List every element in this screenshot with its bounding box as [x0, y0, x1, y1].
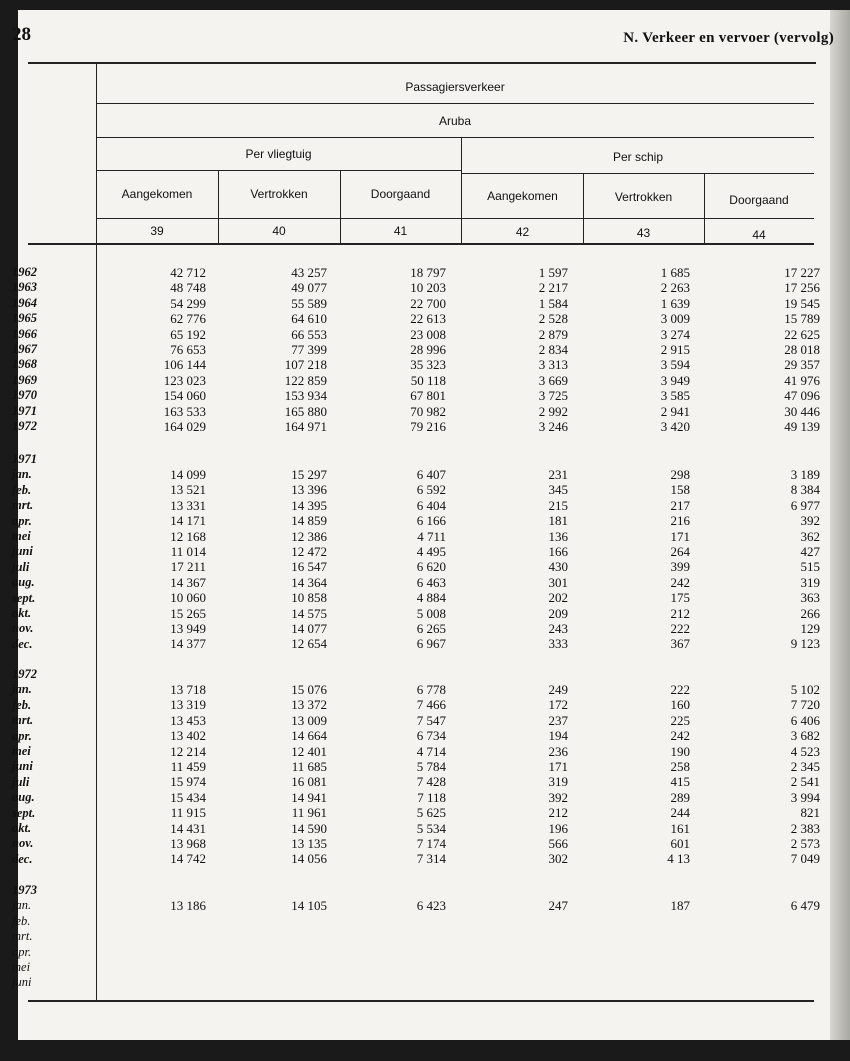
table-cell: 17 256 — [784, 280, 820, 296]
table-cell: 13 331 — [170, 497, 206, 513]
table-cell: 249 — [548, 682, 568, 697]
table-cell: 107 218 — [284, 357, 327, 373]
row-label: 1972 — [12, 419, 37, 433]
table-cell: 15 265 — [170, 605, 206, 621]
table-cell: 7 720 — [790, 697, 820, 713]
col-header-aangekomen-ship: Aangekomen — [487, 189, 558, 203]
col-header-aangekomen-air: Aangekomen — [121, 187, 193, 201]
table-cell: 14 431 — [170, 820, 206, 836]
table-cell: 16 547 — [291, 559, 327, 575]
col-number: 42 — [515, 225, 530, 239]
table-cell: 13 453 — [170, 712, 206, 728]
row-label: mei — [12, 744, 31, 758]
table-cell: 2 941 — [660, 403, 690, 419]
table-cell: 41 976 — [784, 372, 820, 388]
row-label: 1965 — [12, 311, 37, 326]
row-label: nov. — [12, 621, 34, 636]
table-cell: 821 — [800, 805, 820, 821]
table-cell: 196 — [548, 820, 568, 836]
table-cell: 13 718 — [170, 682, 206, 697]
table-cell: 4 884 — [416, 590, 446, 606]
header-rule-ship — [462, 173, 814, 174]
table-cell: 13 135 — [291, 836, 327, 851]
table-cell: 12 654 — [291, 636, 327, 652]
table-cell: 225 — [670, 712, 690, 728]
header-bottom-rule — [28, 243, 814, 245]
table-cell: 222 — [670, 621, 690, 636]
table-cell: 6 463 — [416, 574, 446, 590]
header-rule-3 — [96, 218, 814, 219]
row-label: 1969 — [12, 372, 37, 387]
table-cell: 13 968 — [170, 836, 206, 851]
table-cell: 237 — [548, 712, 568, 728]
table-cell: 14 367 — [170, 574, 206, 590]
header-per-vliegtuig: Per vliegtuig — [245, 147, 312, 161]
table-cell: 12 472 — [291, 544, 327, 559]
table-cell: 2 263 — [660, 280, 690, 296]
table-cell: 2 528 — [538, 311, 568, 327]
table-cell: 202 — [548, 590, 568, 606]
table-cell: 15 434 — [170, 789, 206, 805]
row-label: juli — [12, 774, 30, 789]
row-label: mei — [12, 529, 31, 543]
table-cell: 2 573 — [790, 836, 820, 851]
row-label: sept. — [12, 805, 36, 820]
table-cell: 430 — [548, 559, 568, 575]
table-cell: 3 669 — [538, 372, 568, 388]
table-cell: 16 081 — [291, 774, 327, 790]
table-cell: 161 — [670, 820, 690, 836]
header-rule-air — [96, 170, 461, 171]
table-cell: 136 — [548, 528, 568, 544]
table-cell: 4 13 — [667, 851, 690, 867]
table-cell: 14 664 — [291, 728, 327, 744]
col-number: 40 — [272, 224, 286, 238]
table-cell: 2 834 — [538, 342, 568, 357]
table-cell: 1 584 — [538, 295, 568, 311]
table-cell: 515 — [800, 559, 820, 575]
header-passagiersverkeer: Passagiersverkeer — [405, 80, 505, 94]
table-cell: 302 — [548, 851, 568, 867]
table-cell: 8 384 — [790, 482, 820, 498]
table-cell: 7 428 — [416, 774, 446, 790]
table-cell: 362 — [800, 528, 820, 544]
table-cell: 11 915 — [170, 805, 206, 821]
table-cell: 11 014 — [170, 544, 206, 559]
table-cell: 11 685 — [291, 759, 327, 774]
table-cell: 15 076 — [291, 682, 327, 697]
table-cell: 14 742 — [170, 851, 206, 867]
year-label: 1972 — [12, 667, 37, 681]
table-cell: 50 118 — [410, 372, 446, 388]
table-cell: 212 — [670, 605, 690, 621]
table-cell: 367 — [670, 636, 690, 652]
col-number: 41 — [393, 224, 408, 238]
row-label: juli — [12, 559, 30, 574]
table-cell: 6 592 — [416, 482, 446, 498]
table-cell: 13 009 — [291, 712, 327, 728]
table-cell: 215 — [548, 497, 568, 513]
table-cell: 19 545 — [784, 295, 820, 311]
table-cell: 42 712 — [170, 265, 206, 280]
table-cell: 13 402 — [170, 728, 206, 744]
table-cell: 23 008 — [410, 326, 446, 342]
table-cell: 2 915 — [660, 342, 690, 357]
table-cell: 2 879 — [538, 326, 568, 342]
table-cell: 2 345 — [790, 759, 820, 774]
table-cell: 14 077 — [291, 621, 327, 636]
table-cell: 3 189 — [790, 467, 820, 482]
col-header-doorgaand-air: Doorgaand — [370, 187, 431, 201]
table-cell: 247 — [548, 898, 568, 913]
table-cell: 15 297 — [291, 467, 327, 482]
table-cell: 55 589 — [291, 295, 327, 311]
table-cell: 4 523 — [790, 743, 820, 759]
table-cell: 190 — [670, 743, 690, 759]
table-cell: 6 734 — [416, 728, 446, 744]
row-label: mei — [12, 960, 31, 974]
table-cell: 2 217 — [538, 280, 568, 296]
table-cell: 166 — [548, 544, 568, 559]
table-cell: 7 314 — [416, 851, 446, 867]
table-cell: 258 — [670, 759, 690, 774]
row-label: feb. — [12, 482, 32, 497]
table-cell: 14 395 — [291, 497, 327, 513]
table-cell: 289 — [670, 789, 690, 805]
table-cell: 3 682 — [790, 728, 820, 744]
table-cell: 66 553 — [291, 326, 327, 342]
table-cell: 392 — [800, 513, 820, 529]
table-cell: 13 319 — [170, 697, 206, 713]
table-cell: 15 974 — [170, 774, 206, 790]
table-cell: 164 971 — [284, 419, 327, 434]
table-cell: 76 653 — [170, 342, 206, 357]
table-cell: 345 — [548, 482, 568, 498]
table-cell: 3 949 — [660, 372, 690, 388]
table-cell: 217 — [670, 497, 690, 513]
row-label: apr. — [12, 513, 32, 528]
row-label: juni — [12, 544, 33, 559]
table-cell: 264 — [670, 544, 690, 559]
table-cell: 165 880 — [284, 403, 327, 419]
row-label: aug. — [12, 575, 35, 590]
table-top-rule — [28, 62, 816, 64]
table-cell: 5 008 — [416, 605, 446, 621]
row-label: dec. — [12, 636, 33, 651]
table-cell: 129 — [800, 621, 820, 636]
table-cell: 392 — [548, 789, 568, 805]
table-cell: 13 521 — [170, 482, 206, 498]
table-cell: 17 227 — [784, 265, 820, 280]
table-cell: 3 994 — [790, 789, 820, 805]
table-cell: 7 547 — [416, 712, 446, 728]
table-cell: 79 216 — [410, 419, 446, 434]
table-cell: 7 049 — [790, 851, 820, 867]
page-edge — [830, 10, 850, 1040]
table-cell: 212 — [548, 805, 568, 821]
table-cell: 566 — [548, 836, 568, 851]
table-cell: 3 594 — [660, 357, 690, 373]
table-cell: 3 420 — [660, 419, 690, 434]
row-label: feb. — [12, 913, 31, 928]
table-cell: 64 610 — [291, 311, 327, 327]
table-cell: 2 541 — [790, 774, 820, 790]
table-cell: 298 — [670, 467, 690, 482]
table-cell: 154 060 — [163, 388, 206, 404]
table-cell: 14 859 — [291, 513, 327, 529]
table-cell: 10 858 — [291, 590, 327, 606]
col-number: 43 — [636, 226, 651, 240]
table-cell: 15 789 — [784, 311, 820, 327]
row-label: apr. — [12, 728, 32, 743]
row-label: mrt. — [12, 498, 34, 513]
header-per-schip: Per schip — [612, 150, 664, 164]
table-cell: 13 372 — [291, 697, 327, 713]
table-cell: 171 — [670, 528, 690, 544]
table-cell: 194 — [548, 728, 568, 744]
row-label: juni — [12, 759, 33, 774]
table-cell: 6 967 — [416, 636, 446, 652]
table-cell: 333 — [548, 636, 568, 652]
table-cell: 244 — [670, 805, 690, 821]
table-cell: 5 625 — [416, 805, 446, 821]
table-cell: 13 396 — [291, 482, 327, 498]
table-cell: 11 961 — [291, 805, 327, 821]
page-number: 28 — [12, 24, 31, 45]
table-cell: 22 625 — [784, 326, 820, 342]
section-title: N. Verkeer en vervoer (vervolg) — [623, 30, 834, 46]
header-rule-1 — [96, 103, 814, 104]
table-cell: 6 778 — [416, 682, 446, 697]
table-cell: 363 — [800, 590, 820, 606]
table-cell: 77 399 — [291, 342, 327, 357]
table-cell: 12 214 — [170, 743, 206, 759]
table-cell: 222 — [670, 682, 690, 697]
table-cell: 6 620 — [416, 559, 446, 575]
row-label: apr. — [12, 944, 32, 959]
table-cell: 187 — [670, 898, 690, 913]
table-cell: 242 — [670, 574, 690, 590]
table-cell: 14 377 — [170, 636, 206, 652]
row-label: jan. — [12, 898, 32, 913]
table-cell: 6 407 — [416, 467, 446, 482]
table-cell: 164 029 — [163, 419, 206, 434]
table-cell: 47 096 — [784, 388, 820, 404]
table-cell: 163 533 — [163, 403, 206, 419]
table-cell: 1 685 — [660, 265, 690, 280]
table-cell: 49 139 — [784, 419, 820, 434]
table-cell: 62 776 — [170, 311, 206, 327]
row-label: feb. — [12, 697, 32, 712]
row-label: okt. — [12, 821, 32, 835]
table-cell: 6 265 — [416, 621, 446, 636]
table-cell: 172 — [548, 697, 568, 713]
table-cell: 158 — [670, 482, 690, 498]
table-cell: 4 495 — [416, 544, 446, 559]
table-cell: 14 171 — [170, 513, 206, 529]
table-cell: 28 996 — [410, 342, 446, 357]
col-header-doorgaand-ship: Doorgaand — [729, 193, 789, 207]
table-cell: 65 192 — [170, 326, 206, 342]
table-cell: 4 714 — [416, 743, 446, 759]
table-cell: 10 060 — [170, 590, 206, 606]
row-label: juni — [12, 975, 32, 990]
table-cell: 30 446 — [784, 403, 820, 419]
table-cell: 6 406 — [790, 712, 820, 728]
row-label: jan. — [12, 467, 32, 482]
col-header-vertrokken-ship: Vertrokken — [614, 190, 673, 204]
row-label: 1964 — [12, 295, 37, 310]
table-cell: 49 077 — [291, 280, 327, 296]
table-cell: 9 123 — [790, 636, 820, 652]
table-cell: 242 — [670, 728, 690, 744]
table-cell: 3 009 — [660, 311, 690, 327]
table-cell: 427 — [800, 544, 820, 559]
table-cell: 153 934 — [284, 388, 327, 404]
table-cell: 10 203 — [410, 280, 446, 296]
table-cell: 7 466 — [416, 697, 446, 713]
table-cell: 5 534 — [416, 820, 446, 836]
table-cell: 216 — [670, 513, 690, 529]
row-label: mrt. — [12, 713, 34, 728]
table-cell: 266 — [800, 605, 820, 621]
table-cell: 3 585 — [660, 388, 690, 404]
row-label: nov. — [12, 836, 34, 851]
table-cell: 160 — [670, 697, 690, 713]
table-cell: 106 144 — [163, 357, 206, 373]
table-cell: 13 949 — [170, 621, 206, 636]
table-cell: 14 105 — [291, 898, 327, 913]
table-cell: 6 404 — [416, 497, 446, 513]
table-cell: 22 613 — [410, 311, 446, 327]
table-cell: 2 383 — [790, 820, 820, 836]
table-cell: 17 211 — [170, 559, 206, 575]
row-label: jan. — [12, 682, 32, 697]
row-label: okt. — [12, 606, 32, 620]
table-cell: 35 323 — [410, 357, 446, 373]
table-cell: 231 — [548, 467, 568, 482]
table-cell: 12 168 — [170, 528, 206, 544]
table-cell: 70 982 — [410, 403, 446, 419]
table-cell: 3 313 — [538, 357, 568, 373]
table-cell: 12 401 — [291, 743, 327, 759]
table-cell: 3 725 — [538, 388, 568, 404]
table-cell: 181 — [548, 513, 568, 529]
table-cell: 601 — [670, 836, 690, 851]
table-cell: 1 597 — [538, 265, 568, 280]
table-cell: 14 575 — [291, 605, 327, 621]
table-cell: 2 992 — [538, 403, 568, 419]
table-cell: 399 — [670, 559, 690, 575]
year-label: 1973 — [12, 883, 37, 897]
table-cell: 7 118 — [417, 789, 446, 805]
table-cell: 236 — [548, 743, 568, 759]
table-cell: 13 186 — [170, 898, 206, 913]
table-cell: 319 — [800, 574, 820, 590]
table-cell: 1 639 — [660, 295, 690, 311]
row-label: aug. — [12, 790, 35, 805]
table-cell: 67 801 — [410, 388, 446, 404]
table-cell: 7 174 — [416, 836, 446, 851]
table-cell: 5 102 — [790, 682, 820, 697]
row-label: 1971 — [12, 403, 37, 418]
table-cell: 14 364 — [291, 574, 327, 590]
table-cell: 175 — [670, 590, 690, 606]
row-label: mrt. — [12, 929, 33, 944]
row-label: sept. — [12, 590, 36, 605]
table-cell: 6 166 — [416, 513, 446, 529]
table-cell: 14 099 — [170, 467, 206, 482]
table-cell: 28 018 — [784, 342, 820, 357]
table-cell: 171 — [548, 759, 568, 774]
table-cell: 319 — [548, 774, 568, 790]
year-label: 1971 — [12, 452, 37, 466]
row-label: 1967 — [12, 342, 37, 356]
table-cell: 14 941 — [291, 789, 327, 805]
table-cell: 18 797 — [410, 265, 446, 280]
table-cell: 11 459 — [170, 759, 206, 774]
col-number: 44 — [752, 228, 766, 242]
col-number: 39 — [150, 224, 164, 238]
header-aruba: Aruba — [438, 114, 472, 128]
header-rule-2 — [96, 137, 814, 138]
row-label: dec. — [12, 851, 33, 866]
row-label: 1962 — [12, 265, 37, 279]
table-cell: 43 257 — [291, 265, 327, 280]
table-cell: 301 — [548, 574, 568, 590]
table-cell: 3 246 — [538, 419, 568, 434]
table-cell: 122 859 — [284, 372, 327, 388]
row-label: 1966 — [12, 326, 37, 341]
table-cell: 48 748 — [170, 280, 206, 296]
table-cell: 12 386 — [291, 528, 327, 544]
table-cell: 6 479 — [790, 898, 820, 913]
table-cell: 14 056 — [291, 851, 327, 867]
row-label: 1963 — [12, 280, 37, 295]
row-label: 1968 — [12, 357, 37, 372]
table-cell: 54 299 — [170, 295, 206, 311]
table-cell: 415 — [670, 774, 690, 790]
col-header-vertrokken-air: Vertrokken — [250, 187, 308, 201]
table-cell: 243 — [548, 621, 568, 636]
table-cell: 14 590 — [291, 820, 327, 836]
stub-divider — [96, 64, 97, 1000]
table-cell: 6 423 — [416, 898, 446, 913]
table-cell: 6 977 — [790, 497, 820, 513]
table-cell: 123 023 — [163, 372, 206, 388]
table-cell: 5 784 — [416, 759, 446, 774]
table-cell: 29 357 — [784, 357, 820, 373]
table-cell: 22 700 — [410, 295, 446, 311]
table-bottom-rule — [28, 1000, 814, 1002]
table-cell: 3 274 — [660, 326, 690, 342]
table-cell: 4 711 — [417, 528, 446, 544]
row-label: 1970 — [12, 388, 37, 403]
table-cell: 209 — [548, 605, 568, 621]
